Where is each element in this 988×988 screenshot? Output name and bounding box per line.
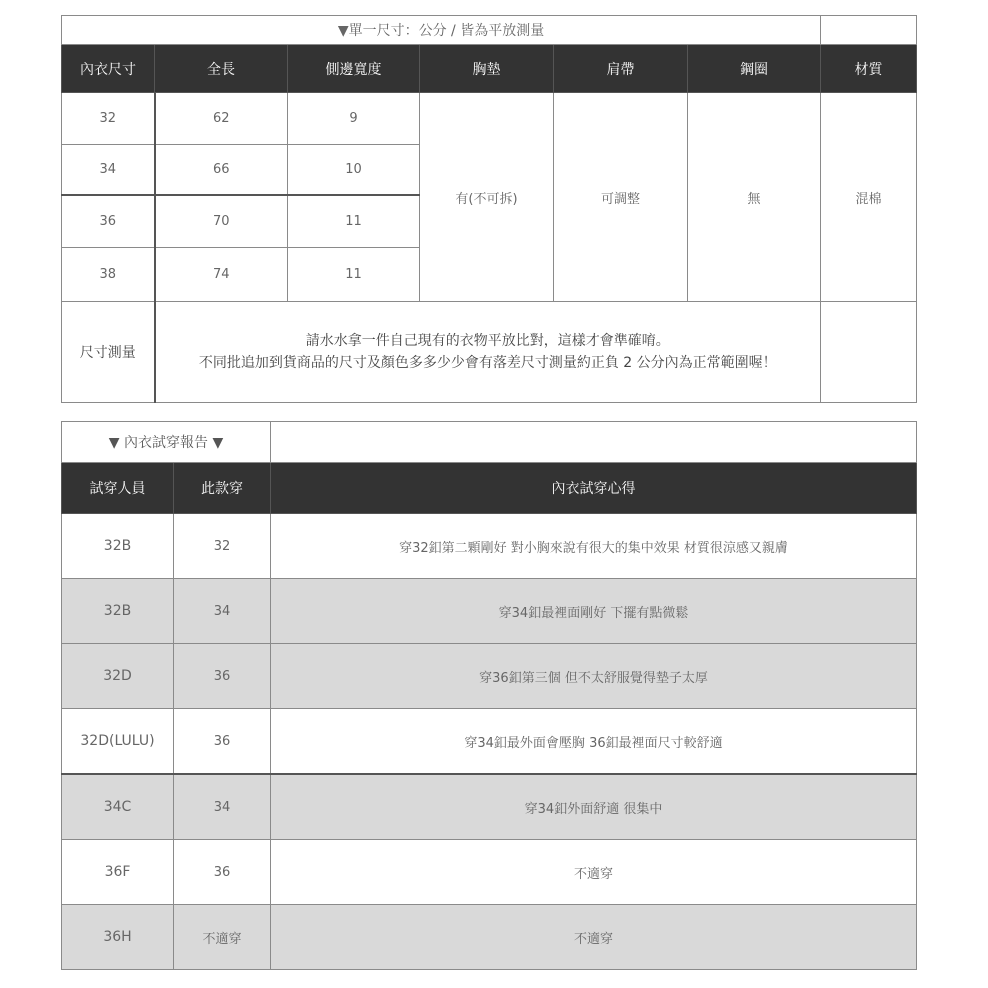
header-wire: 鋼圈 (688, 45, 821, 93)
tester-cell: 32B (62, 579, 174, 644)
side-width-cell: 9 (288, 93, 420, 145)
tester-cell: 32D(LULU) (62, 709, 174, 775)
worn-size-cell: 36 (174, 709, 271, 775)
report-title-blank (271, 422, 917, 463)
header-material: 材質 (821, 45, 917, 93)
header-bra-size: 內衣尺寸 (62, 45, 155, 93)
table-row (62, 774, 917, 840)
measure-note-line1: 請水水拿一件自己現有的衣物平放比對，這樣才會準確唷。 (305, 333, 670, 349)
pad-cell: 有(不可拆) (420, 93, 554, 302)
side-width-cell: 10 (288, 145, 420, 195)
note-blank (821, 302, 917, 403)
size-cell: 32 (62, 93, 155, 145)
worn-size-cell: 36 (174, 840, 271, 905)
tester-cell: 32D (62, 644, 174, 709)
tester-cell: 36H (62, 905, 174, 970)
side-width-cell: 11 (288, 248, 420, 302)
header-side-width: 側邊寬度 (288, 45, 420, 93)
size-cell: 36 (62, 195, 155, 248)
length-cell: 66 (155, 145, 288, 195)
header-length: 全長 (155, 45, 288, 93)
comment-cell: 穿34釦外面舒適 很集中 (271, 774, 917, 840)
length-cell: 62 (155, 93, 288, 145)
fitting-report-table (61, 421, 917, 970)
material-cell: 混棉 (821, 93, 917, 302)
strap-cell: 可調整 (554, 93, 688, 302)
header-worn-size: 此款穿 (174, 463, 271, 514)
header-comment: 內衣試穿心得 (271, 463, 917, 514)
comment-cell: 不適穿 (271, 840, 917, 905)
header-strap: 肩帶 (554, 45, 688, 93)
table-row (62, 709, 917, 775)
size-table-title: ▼單一尺寸：公分 / 皆為平放測量 (62, 16, 821, 45)
measure-note-line2: 不同批追加到貨商品的尺寸及顏色多多少少會有落差尺寸測量約正負 2 公分內為正常範圍喔！ (198, 355, 777, 371)
measure-note (155, 302, 821, 403)
size-cell: 34 (62, 145, 155, 195)
comment-cell: 穿32釦第二顆剛好 對小胸來說有很大的集中效果 材質很涼感又親膚 (271, 514, 917, 579)
length-cell: 70 (155, 195, 288, 248)
worn-size-cell: 34 (174, 579, 271, 644)
comment-cell: 穿36釦第三個 但不太舒服覺得墊子太厚 (271, 644, 917, 709)
tester-cell: 34C (62, 774, 174, 840)
table-row (62, 514, 917, 579)
table-row (62, 579, 917, 644)
size-table (61, 15, 917, 403)
comment-cell: 穿34釦最外面會壓胸 36釦最裡面尺寸較舒適 (271, 709, 917, 775)
tester-cell: 32B (62, 514, 174, 579)
header-pad: 胸墊 (420, 45, 554, 93)
comment-cell: 不適穿 (271, 905, 917, 970)
report-title: ▼ 內衣試穿報告 ▼ (62, 422, 271, 463)
table-row (62, 905, 917, 970)
header-tester: 試穿人員 (62, 463, 174, 514)
comment-cell: 穿34釦最裡面剛好 下擺有點微鬆 (271, 579, 917, 644)
size-table-title-blank (821, 16, 917, 45)
worn-size-cell: 不適穿 (174, 905, 271, 970)
tester-cell: 36F (62, 840, 174, 905)
size-cell: 38 (62, 248, 155, 302)
length-cell: 74 (155, 248, 288, 302)
wire-cell: 無 (688, 93, 821, 302)
table-row (62, 840, 917, 905)
note-label: 尺寸測量 (62, 302, 155, 403)
worn-size-cell: 34 (174, 774, 271, 840)
table-row (62, 644, 917, 709)
worn-size-cell: 32 (174, 514, 271, 579)
side-width-cell: 11 (288, 195, 420, 248)
worn-size-cell: 36 (174, 644, 271, 709)
